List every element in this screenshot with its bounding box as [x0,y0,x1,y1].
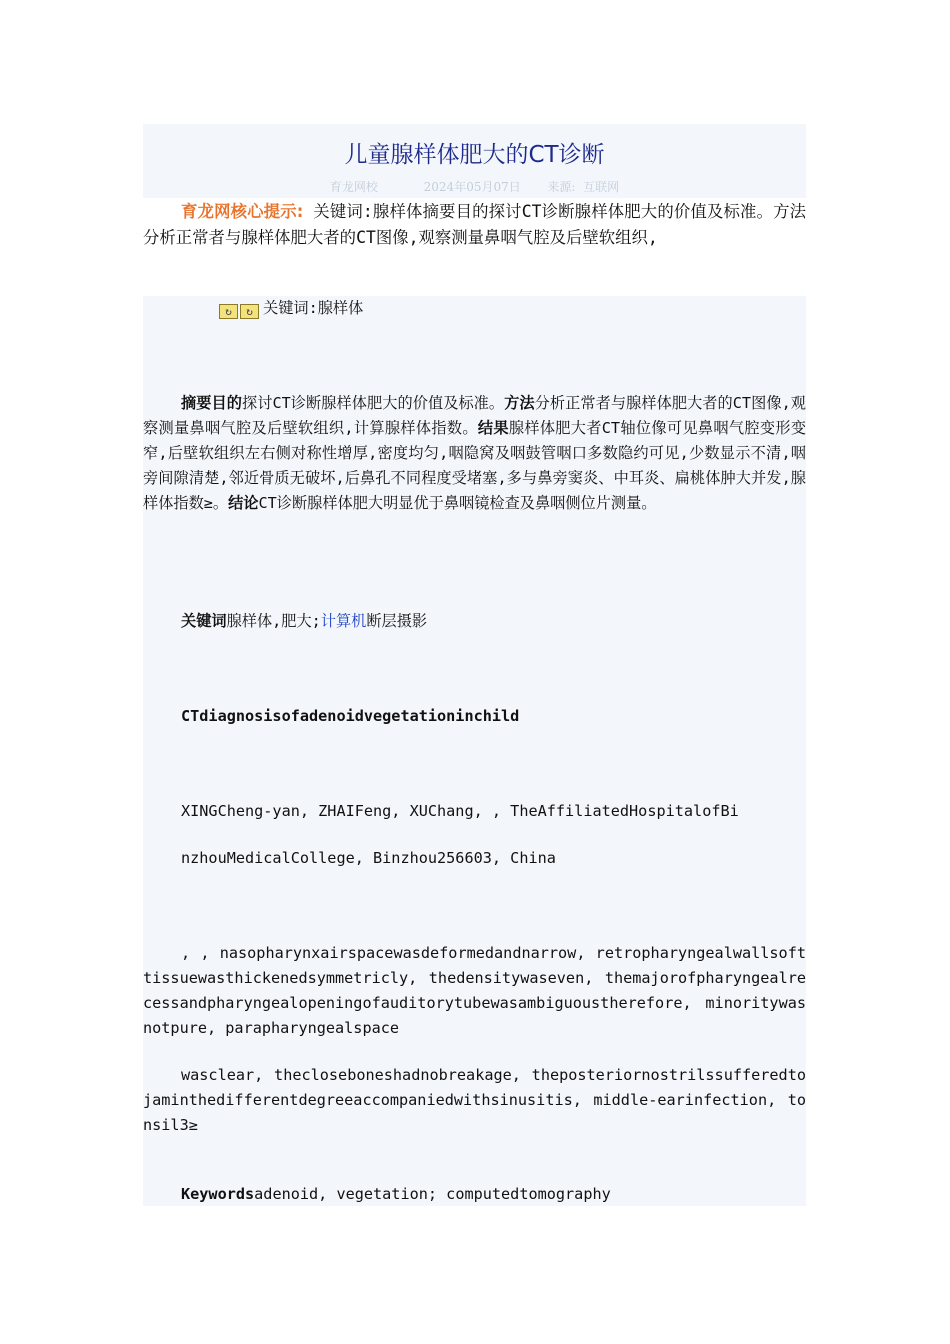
summary-tip [143,199,806,250]
abstract-text-conclusion: CT诊断腺样体肥大明显优于鼻咽镜检查及鼻咽侧位片测量。 [258,494,657,512]
refresh-icon-2[interactable]: ↻ [240,304,259,319]
article-title: 儿童腺样体肥大的CT诊断 [344,142,605,168]
english-title [143,704,806,729]
cn-keywords-text: 腺样体,肥大; [226,612,321,630]
article-header [143,124,806,198]
en-keywords-text: adenoid, vegetation; computedtomography [254,1185,611,1203]
cn-keywords-label: 关键词 [181,612,227,630]
refresh-icon[interactable]: ↻ [219,304,238,319]
abstract-label-method: 方法 [504,394,535,412]
abstract-label-result: 结果 [477,419,509,437]
abstract-text-method: 分析正常者与腺样体肥大者的CT图像,观察测量鼻咽气腔及后壁软组织,计算腺样体指数。 [143,394,806,437]
abstract-label-conclusion: 结论 [228,494,259,512]
english-paragraph-2: wasclear, thecloseboneshadnobreakage, theposteriornostrilssufferedtojaminthedifferentdegreeaccompaniedwithsinusitis, middle-earinfection, tonsil3≥ [143,1066,806,1134]
keywords-line-text: 关键词:腺样体 [263,299,364,317]
english-paragraph-1: , , nasopharynxairspacewasdeformedandnarrow, retropharyngealwallsofttissuewasthickenedsymmetricly, thedensitywaseven, themajorofpharyngealrecessandpharyngealopeningofauditorytubewasambiguoustherefore, minoritywasnotpure, parapharyngealspace [143,944,806,1037]
abstract-text-result: 腺样体肥大者CT轴位像可见鼻咽气腔变形变窄,后壁软组织左右侧对称性增厚,密度均匀,咽隐窝及咽鼓管咽口多数隐约可见,少数显示不清,咽旁间隙清楚,邻近骨质无破坏,后鼻孔不同程度受堵塞,多与鼻旁窦炎、中耳炎、扁桃体肿大并发,腺样体指数≥。 [143,419,807,512]
summary-label: 育龙网核心提示: [181,202,304,221]
en-keywords-label: Keywords [181,1185,255,1203]
english-title-text: CTdiagnosisofadenoidvegetationinchild [181,707,520,725]
abstract-text-purpose: 探讨CT诊断腺样体肥大的价值及标准。 [241,394,505,412]
abstract-label-purpose: 摘要目的 [181,394,242,412]
article-body [143,296,806,1206]
keywords-line [143,296,806,323]
cn-keywords-tail: 断层摄影 [366,612,428,630]
en-keywords [143,1182,806,1207]
article-meta: 育龙网校 2024年05月07日 来源: 互联网 [329,180,620,194]
abstract-paragraph [143,391,806,516]
cn-keywords [143,609,806,634]
authors-line-1: XINGCheng-yan, ZHAIFeng, XUChang, , TheAffiliatedHospitalofBi [181,802,739,820]
computer-link[interactable]: 计算机 [320,612,367,630]
authors-line-2: nzhouMedicalCollege, Binzhou256603, China [181,849,556,867]
summary-text: 关键词:腺样体摘要目的探讨CT诊断腺样体肥大的价值及标准。方法分析正常者与腺样体肥大者的CT图像,观察测量鼻咽气腔及后壁软组织, [143,202,806,247]
toolbar-icons[interactable] [181,298,261,323]
